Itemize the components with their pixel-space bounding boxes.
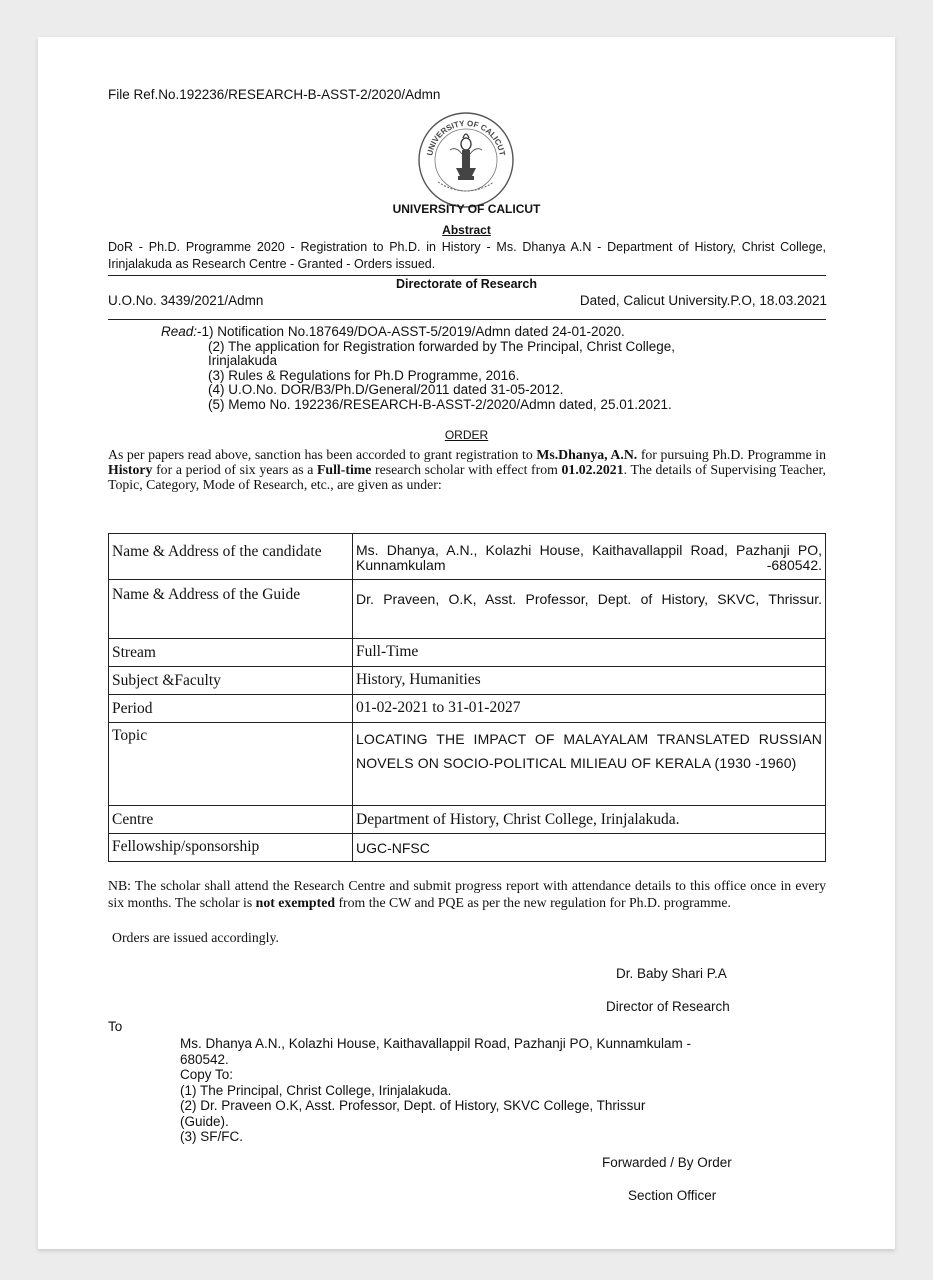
note-text: NB: The scholar shall attend the Research Centre and submit progress report with attendance details to this office once in every six months. The scholar is (108, 878, 826, 910)
paragraph-text: . The details of Supervising Teacher, Topic, Category, Mode of Research, etc., are given as under: (108, 462, 826, 492)
paragraph-text: research scholar with effect from (371, 462, 562, 477)
copy-item: (3) SF/FC. (180, 1129, 243, 1144)
directorate-heading: Directorate of Research (395, 277, 538, 291)
copy-item: (1) The Principal, Christ College, Irinjalakuda. (180, 1082, 452, 1098)
copy-to-label: Copy To: (180, 1067, 234, 1082)
table-value: Full-Time (353, 639, 826, 667)
recipient-pin: 680542. (180, 1051, 229, 1067)
divider (108, 319, 826, 320)
table-value: 01-02-2021 to 31-01-2027 (353, 695, 826, 723)
table-row (109, 723, 826, 806)
table-label: Centre (109, 806, 353, 834)
read-item-text: -1) Notification No.187649/DOA-ASST-5/2019/Admn dated 24-01-2020. (197, 324, 625, 339)
university-seal-icon (416, 110, 516, 210)
order-paragraph (108, 447, 826, 492)
paragraph-text: As per papers read above, sanction has been accorded to grant registration to (108, 447, 537, 462)
university-name: UNIVERSITY OF CALICUT (392, 202, 541, 216)
uo-number: U.O.No. 3439/2021/Admn (108, 293, 264, 308)
table-row (109, 806, 826, 834)
table-value: LOCATING THE IMPACT OF MALAYALAM TRANSLATED RUSSIAN NOVELS ON SOCIO-POLITICAL MILIEAU OF KERALA (1930 -1960) (353, 723, 826, 806)
table-row (109, 834, 826, 862)
paragraph-text: for pursuing Ph.D. Programme in (637, 447, 826, 462)
subject-line: DoR - Ph.D. Programme 2020 - Registration to Ph.D. in History - Ms. Dhanya A.N - Department of History, Christ College, Irinjalakuda as Research Centre - Granted - Orders issued. (108, 240, 826, 271)
mode-name: Full-time (316, 462, 372, 477)
read-references (161, 325, 675, 412)
table-value: Dr. Praveen, O.K, Asst. Professor, Dept. of History, SKVC, Thrissur. (353, 580, 826, 639)
read-item (161, 325, 675, 340)
table-value: History, Humanities (353, 667, 826, 695)
details-table (108, 533, 826, 862)
table-label: Fellowship/sponsorship (109, 834, 353, 862)
table-value: Department of History, Christ College, Irinjalakuda. (353, 806, 826, 834)
order-date: Dated, Calicut University.P.O, 18.03.2021 (579, 293, 827, 308)
table-label: Stream (109, 639, 353, 667)
table-value: Ms. Dhanya, A.N., Kolazhi House, Kaithavallappil Road, Pazhanji PO, Kunnamkulam -680542. (353, 534, 826, 580)
abstract-heading: Abstract (442, 223, 491, 237)
table-label: Name & Address of the Guide (109, 580, 353, 639)
read-item: (5) Memo No. 192236/RESEARCH-B-ASST-2/2020/Admn dated, 25.01.2021. (208, 396, 672, 412)
read-item: (4) U.O.No. DOR/B3/Ph.D/General/2011 dated 31-05-2012. (208, 382, 564, 397)
section-officer: Section Officer (628, 1188, 717, 1203)
file-reference: File Ref.No.192236/RESEARCH-B-ASST-2/2020/Admn (108, 87, 441, 102)
to-label: To (108, 1019, 123, 1034)
effect-date: 01.02.2021 (561, 462, 624, 477)
candidate-name: Ms.Dhanya, A.N. (536, 447, 638, 462)
table-row (109, 534, 826, 580)
note-text: from the CW and PQE as per the new regulation for Ph.D. programme. (335, 895, 731, 910)
table-row (109, 580, 826, 639)
svg-text:UNIVERSITY OF CALICUT: UNIVERSITY OF CALICUT (425, 118, 507, 157)
recipient-address: Ms. Dhanya A.N., Kolazhi House, Kaithavallappil Road, Pazhanji PO, Kunnamkulam - (180, 1036, 692, 1051)
table-label: Topic (109, 723, 353, 806)
subject-name: History (108, 462, 153, 477)
table-label: Subject &Faculty (109, 667, 353, 695)
document-page (38, 37, 895, 1249)
read-item: (2) The application for Registration forwarded by The Principal, Christ College, (208, 338, 675, 354)
nb-note (108, 877, 826, 911)
paragraph-text: for a period of six years as a (152, 462, 317, 477)
read-item: (3) Rules & Regulations for Ph.D Programme, 2016. (208, 367, 520, 383)
copy-item: (Guide). (180, 1113, 229, 1129)
read-label: Read: (161, 324, 198, 339)
table-row (109, 667, 826, 695)
signatory-title: Director of Research (606, 999, 730, 1014)
table-value: UGC-NFSC (353, 834, 826, 862)
forwarded-by-order: Forwarded / By Order (602, 1155, 732, 1170)
copy-item: (2) Dr. Praveen O.K, Asst. Professor, Dept. of History, SKVC College, Thrissur (180, 1098, 646, 1113)
read-item: Irinjalakuda (208, 353, 278, 368)
order-heading: ORDER (444, 428, 489, 442)
table-row (109, 695, 826, 723)
table-label: Name & Address of the candidate (109, 534, 353, 580)
recipient-block (180, 1036, 780, 1145)
signatory-name: Dr. Baby Shari P.A (616, 966, 727, 981)
orders-issued: Orders are issued accordingly. (112, 930, 279, 945)
table-row (109, 639, 826, 667)
table-label: Period (109, 695, 353, 723)
divider (108, 275, 826, 276)
note-emphasis: not exempted (255, 895, 335, 910)
